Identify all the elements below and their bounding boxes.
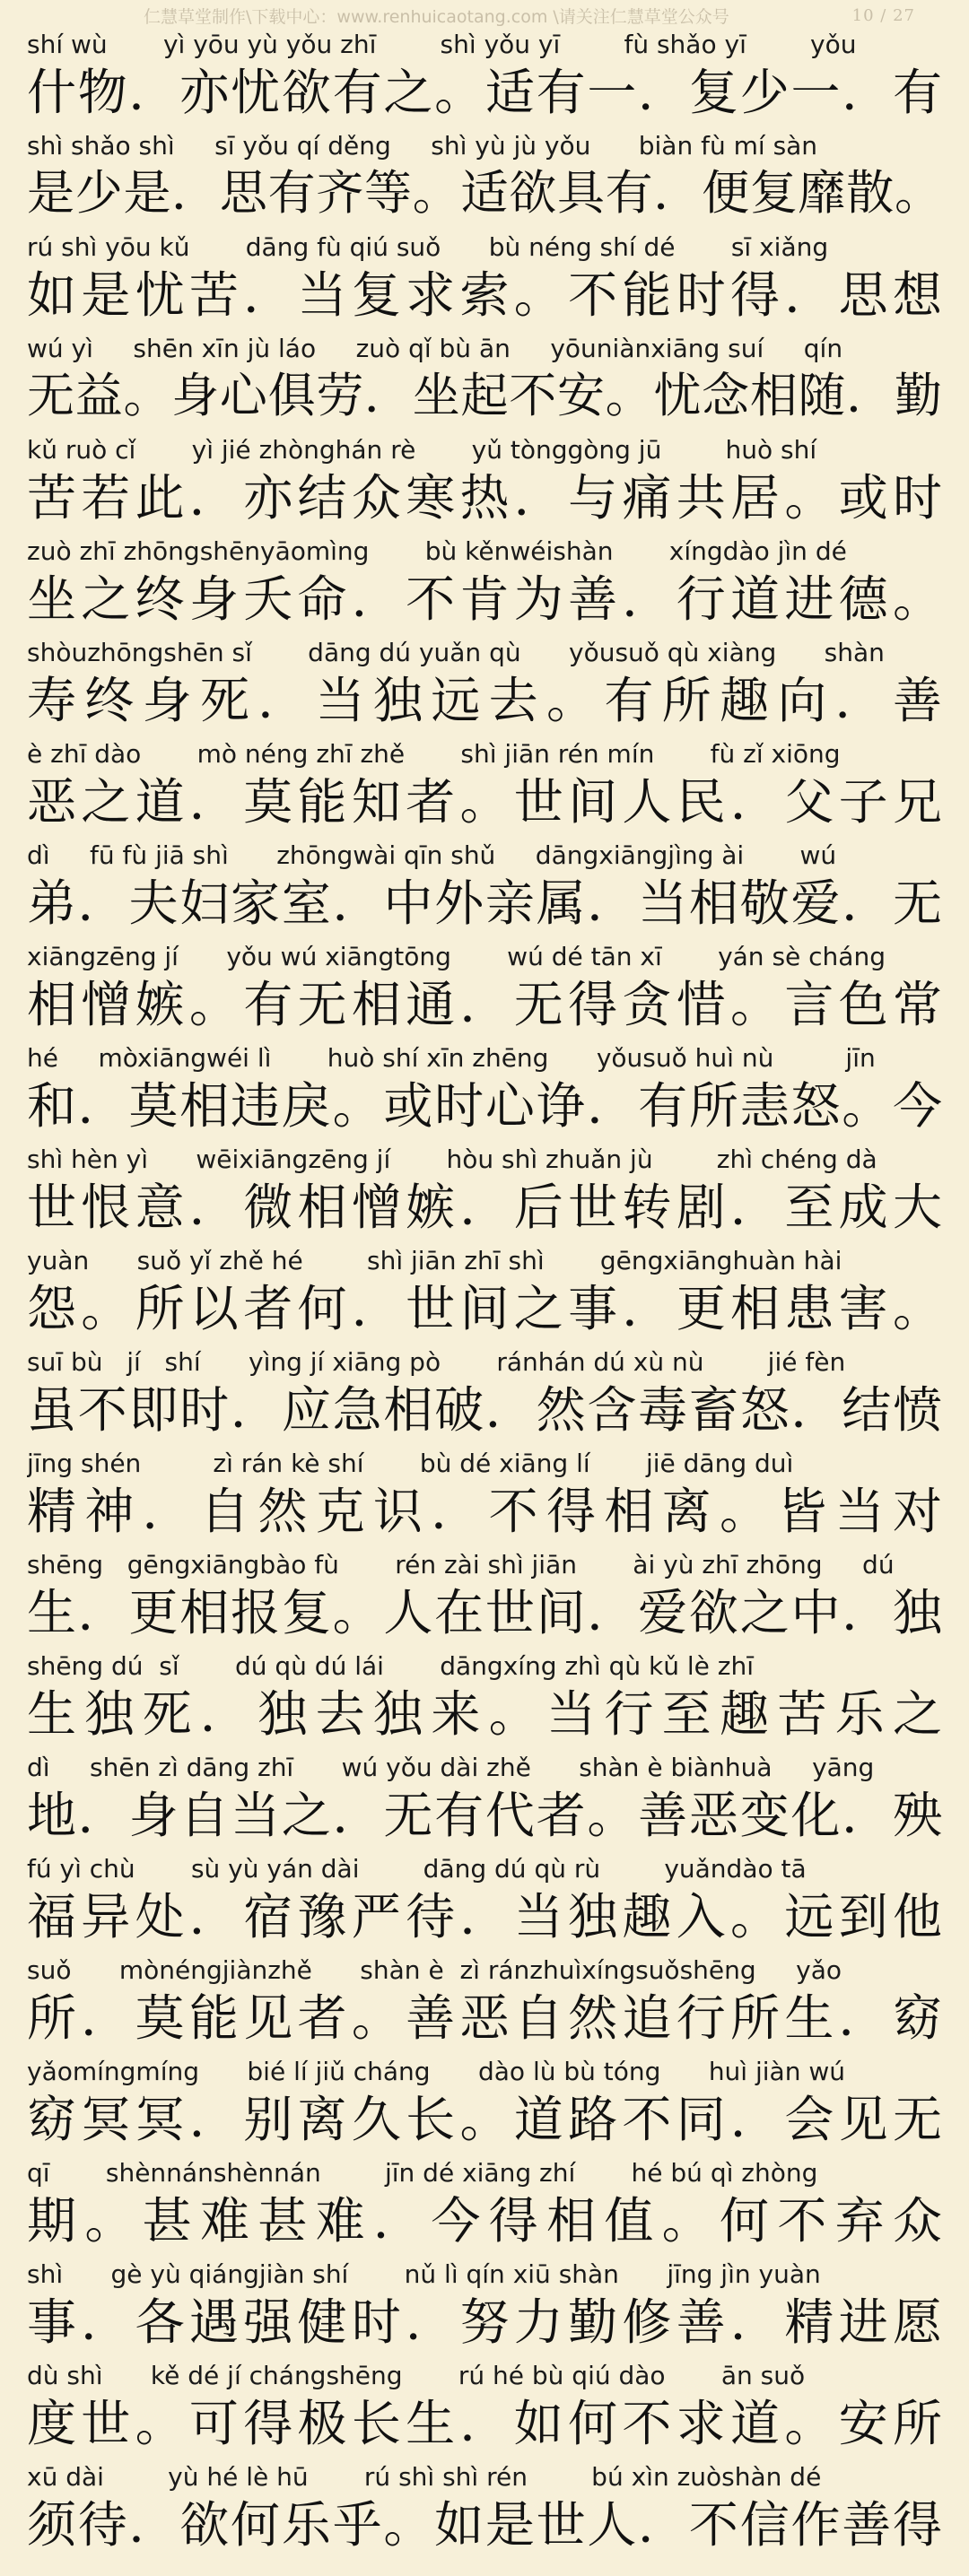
pinyin-line: zuò zhī zhōngshēnyāomìng bù kěnwéishàn xíngdào jìn dé (27, 536, 847, 566)
chinese-line: 福异处．宿豫严待．当独趣入。远到他 (27, 1889, 942, 1945)
chinese-line: 什物．亦忧欲有之。适有一．复少一．有 (27, 65, 942, 120)
chinese-line: 虽不即时．应急相破．然含毒畜怒．结愤 (27, 1382, 942, 1438)
text-line (27, 736, 942, 835)
text-line (27, 534, 942, 632)
page-number: 10 / 27 (851, 5, 915, 25)
pinyin-line: shì hèn yì wēixiāngzēng jí hòu shì zhuǎn jù zhì chéng dà (27, 1144, 877, 1174)
chinese-line: 弟．夫妇家室．中外亲属．当相敬爱．无 (27, 875, 942, 931)
chinese-line: 相憎嫉。有无相通．无得贪惜。言色常 (27, 977, 942, 1032)
chinese-line: 生．更相报复。人在世间．爱欲之中．独 (27, 1585, 942, 1640)
text-line (27, 939, 942, 1038)
text-line (27, 331, 942, 430)
pinyin-line: fú yì chù sù yù yán dài dāng dú qù rù yuǎndào tā (27, 1854, 807, 1884)
text-line (27, 1649, 942, 1747)
pinyin-line: yǎomíngmíng bié lí jiǔ cháng dào lù bù tóng huì jiàn wú (27, 2057, 845, 2086)
source-text: 仁慧草堂制作\下载中心：www.renhuicaotang.com \请关注仁慧草堂公众号 (144, 6, 729, 27)
chinese-line: 坐之终身夭命．不肯为善．行道进德。 (27, 571, 942, 627)
chinese-line: 所．莫能见者。善恶自然追行所生．窈 (27, 1990, 942, 2046)
pinyin-line: rú shì yōu kǔ dāng fù qiú suǒ bù néng shí dé sī xiǎng (27, 232, 829, 262)
chinese-line: 事．各遇强健时．努力勤修善．精进愿 (27, 2294, 942, 2350)
pinyin-line: shì shǎo shì sī yǒu qí děng shì yù jù yǒu biàn fù mí sàn (27, 131, 818, 161)
pinyin-line: dù shì kě dé jí chángshēng rú hé bù qiú dào ān suǒ (27, 2361, 806, 2390)
pinyin-line: suǒ mònéngjiànzhě shàn è zì ránzhuìxíngsuǒshēng yǎo (27, 1955, 842, 1985)
text-line (27, 838, 942, 936)
pinyin-line: è zhī dào mò néng zhī zhě shì jiān rén mín fù zǐ xiōng (27, 739, 841, 769)
chinese-line: 寿终身死．当独远去。有所趣向．善 (27, 673, 942, 728)
text-line (27, 2257, 942, 2355)
text-line (27, 1953, 942, 2051)
pinyin-line: shēng gēngxiāngbào fù rén zài shì jiān ài yù zhī zhōng dú (27, 1550, 895, 1580)
chinese-line: 世恨意．微相憎嫉．后世转剧．至成大 (27, 1179, 942, 1235)
chinese-line: 苦若此．亦结众寒热．与痛共居。或时 (27, 470, 942, 526)
chinese-line: 精神．自然克识．不得相离。皆当对 (27, 1484, 942, 1539)
pinyin-line: shēng dú sǐ dú qù dú lái dāngxíng zhì qù kǔ lè zhī (27, 1651, 755, 1681)
chinese-line: 度世。可得极长生．如何不求道。安所 (27, 2396, 942, 2451)
chinese-line: 如是忧苦．当复求索。不能时得．思想 (27, 267, 942, 323)
pinyin-line: kǔ ruò cǐ yì jié zhònghán rè yǔ tònggòng jū huò shí (27, 435, 817, 465)
text-line (27, 230, 942, 328)
text-line (27, 1750, 942, 1849)
pinyin-line: suī bù jí shí yìng jí xiāng pò ránhán dú xù nù jié fèn (27, 1347, 846, 1377)
chinese-line: 无益。身心俱劳．坐起不安。忧念相随．勤 (27, 369, 942, 423)
scripture-body (0, 27, 969, 2576)
text-line (27, 2155, 942, 2254)
pinyin-line: dì fū fù jiā shì zhōngwài qīn shǔ dāngxiāngjìng ài wú (27, 840, 837, 870)
chinese-line: 期。甚难甚难．今得相值。何不弃众 (27, 2193, 942, 2249)
pinyin-line: xiāngzēng jí yǒu wú xiāngtōng wú dé tān xī yán sè cháng (27, 942, 886, 971)
text-line (27, 1040, 942, 1139)
pinyin-line: xū dài yù hé lè hū rú shì shì rén bú xìn zuòshàn dé (27, 2462, 822, 2492)
chinese-line: 地．身自当之．无有代者。善恶变化．殃 (27, 1788, 942, 1843)
text-line (27, 432, 942, 531)
pinyin-line: wú yì shēn xīn jù láo zuò qǐ bù ān yōuniànxiāng suí qín (27, 334, 843, 363)
chinese-line: 生独死．独去独来。当行至趣苦乐之 (27, 1686, 942, 1742)
chinese-line: 和．莫相违戾。或时心诤．有所恚怒。今 (27, 1078, 942, 1134)
text-line (27, 1243, 942, 1342)
page-header (0, 0, 969, 30)
text-line (27, 2054, 942, 2153)
text-line (27, 1142, 942, 1240)
text-line (27, 27, 942, 126)
chinese-line: 恶之道．莫能知者。世间人民．父子兄 (27, 774, 942, 830)
pinyin-line: jīng shén zì rán kè shí bù dé xiāng lí jiē dāng duì (27, 1449, 794, 1478)
text-line (27, 1547, 942, 1646)
text-line (27, 1851, 942, 1950)
pinyin-line: qī shènnánshènnán jīn dé xiāng zhí hé bú qì zhòng (27, 2158, 818, 2188)
text-line (27, 2459, 942, 2558)
pinyin-line: shì gè yù qiángjiàn shí nǔ lì qín xiū shàn jīng jìn yuàn (27, 2259, 821, 2289)
text-line (27, 1446, 942, 1545)
chinese-line: 怨。所以者何．世间之事．更相患害。 (27, 1281, 942, 1336)
pinyin-line: hé mòxiāngwéi lì huò shí xīn zhēng yǒusuǒ huì nù jīn (27, 1043, 876, 1073)
pinyin-line: shòuzhōngshēn sǐ dāng dú yuǎn qù yǒusuǒ qù xiàng shàn (27, 638, 885, 667)
text-line (27, 128, 942, 227)
chinese-line: 是少是．思有齐等。适欲具有．便复靡散。 (27, 166, 942, 221)
text-line (27, 2358, 942, 2457)
text-line (27, 635, 942, 734)
pinyin-line: shí wù yì yōu yù yǒu zhī shì yǒu yī fù shǎo yī yǒu (27, 30, 857, 59)
chinese-line: 窈冥冥．别离久长。道路不同．会见无 (27, 2092, 942, 2147)
pinyin-line: yuàn suǒ yǐ zhě hé shì jiān zhī shì gēngxiānghuàn hài (27, 1246, 842, 1275)
pinyin-line: dì shēn zì dāng zhī wú yǒu dài zhě shàn è biànhuà yāng (27, 1753, 875, 1782)
text-line (27, 1345, 942, 1443)
chinese-line: 须待．欲何乐乎。如是世人．不信作善得 (27, 2497, 942, 2553)
